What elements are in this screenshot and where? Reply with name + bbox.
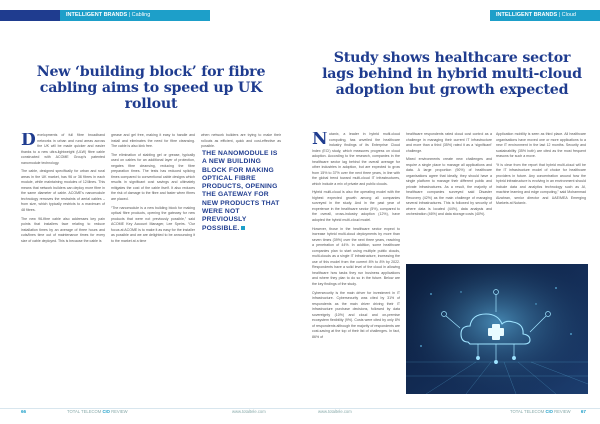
page-number: 67 (580, 409, 586, 414)
article-column-2 (406, 132, 492, 260)
drop-cap: D (21, 133, 36, 150)
section-brand: INTELLIGENT BRANDS (66, 12, 128, 18)
section-brand: INTELLIGENT BRANDS (496, 12, 558, 18)
article-column-3 (496, 132, 586, 264)
article-column-1 (21, 133, 105, 283)
section-bar (0, 10, 210, 21)
publication-prefix: TOTAL TELECOM (510, 409, 546, 414)
paragraph (21, 133, 105, 166)
paragraph-text: utanix, a leader in hybrid multi-cloud computing, has unveiled the healthcare industry findings of its Enterprise Cloud Index (ECI) study, which measures progress on cloud adoption. According to the research, companies in the healthcare sector lag behind the overall average for other industries in adoption, but are expected to grow from 15% to 37% over the next three years, in line with the global trend toward multi-cloud IT infrastructures, which include a mix of private and public clouds. (312, 132, 400, 186)
paragraph-text: evelopments of full fibre broadband networks in urban and rural areas across the UK will be made quicker and easier thanks to a new ultra-lightweight (ULW) fibre cable constructed with ACOME Group’s patented nanomodule technology. (21, 133, 105, 165)
paragraph: Application mobility is seen as third place. All healthcare organisations have moved one or more applications to a new IT environment in the last 12 months. Security and sustainability (35% both) are cited as the most frequent reasons for such a move. (496, 132, 586, 158)
section-topic: Cloud (561, 12, 576, 18)
publication-brand: CIO (102, 409, 110, 414)
medical-cloud-network-icon (406, 264, 588, 394)
section-label (490, 10, 600, 21)
website-link[interactable]: www.totaltele.com (232, 409, 266, 414)
paragraph: grease and gel free, making it easy to handle and install and eliminates the need for fibre cleansing. The cable is also kink free. (111, 133, 195, 148)
section-label (60, 10, 210, 21)
publication-name (510, 408, 571, 416)
page-footer (0, 408, 300, 416)
article-column-3 (201, 133, 281, 149)
paragraph: healthcare respondents rated cloud cost control as a challenge in managing their current IT infrastructure and more than a third (35%) rated it as a ‘significant’ challenge. (406, 132, 492, 153)
page-number: 66 (21, 409, 27, 414)
paragraph: Mixed environments create new challenges and require a single place to manage all applications and data. A large proportion (90%) of healthcare organisations agree that ideally, they should have a single platform to manage their different public and private infrastructures. As a result, the majority of healthcare companies surveyed said Disaster Recovery (42%) as the main challenge of managing several infrastructures. This is followed by security of where data is located (44%), data analysis and orchestration (46%) and data storage costs (40%). (406, 157, 492, 217)
paragraph: Cybersecurity is the main driver for investment in IT infrastructure. Cybersecurity was cited by 31% of respondents as the main driver driving their IT infrastructure purchase decisions, followed by data sovereignty (10%) and cloud and on-premise ecosystem flexibility (9%). Costs were cited by only 8% of respondents although the majority of respondents are cost-saving at the top of their list of challenges. In fact, 86% of (312, 290, 400, 339)
article-headline: New ‘building block’ for fibre cabling aims to speed up UK rollout (36, 64, 266, 112)
paragraph: The new 96-fibre cable also addresses key pain points that installers face relating to reduce installation times by an average of three hours and cuts/lines time out of maintenance times for every size of cable deployed. This is because the cable is (21, 216, 105, 243)
article-column-2 (111, 133, 195, 313)
right-page (300, 0, 600, 424)
section-bar-accent (0, 10, 60, 21)
publication-prefix: TOTAL TELECOM (67, 409, 103, 414)
drop-cap: N (312, 132, 328, 149)
page-footer (300, 408, 600, 416)
publication-name (67, 408, 128, 416)
end-mark-icon (241, 226, 245, 230)
publication-suffix: REVIEW (552, 409, 571, 414)
paragraph: “The nanomodule is a new building block for making optical fibre products, opening the gateway for new products that were not previously possible,” said ACOME Key Account Manager, Lee Speirs. “Our focus at ACOME is to make it as easy for the installer as possible and we are delighted to be announcing it to the market at a time (111, 205, 195, 243)
paragraph: The elimination of stabling gel or grease, typically used on cables for an additional layer of protection, negates fibre cleansing, reducing the fibre preparation times. The tests has reduced splicing times compared to conventional cable designs which results in significant cost savings and ultimately mitigates the cost of the cable itself. It also reduces the risk of damage to the fibre and faster when fibres are placed. (111, 152, 195, 201)
pull-quote (202, 150, 282, 233)
section-separator: | (127, 12, 132, 18)
paragraph: “It is clear from the report that hybrid multi-cloud will be the IT infrastructure model of choice for healthcare providers in future. Any concentration around how the hybrid infrastructure is evolving in an environment should include data and analytics technology such as AI, machine learning and edge computing,” said Mohammad Alzahran, senior director and UAE/MEA Emerging Markets at Nutanix. (496, 162, 586, 206)
section-topic: Cabling (131, 12, 151, 18)
paragraph: However, those in the healthcare sector expect to increase hybrid multi-cloud deployments by more than seven times (39%) over the next three years, reaching a penetration of 44%. In addition, some healthcare companies plan to start using multiple public clouds, multi-clouds as a single IT infrastructure, increasing the use of this model from the current 8% to 8% by 2022. Respondents have a solid level of the cloud in allowing healthcare how tasks they run business applications and where they plan to do so in the future. Below are the key findings of the study. (312, 226, 400, 286)
publication-suffix: REVIEW (109, 409, 128, 414)
section-bar (490, 10, 600, 21)
section-separator: | (557, 12, 562, 18)
paragraph: Hybrid multi-cloud is also the operating model with the highest expected growth among all companies surveyed in the study. And in the past year of experience in the healthcare sector (5%), compared to the overall, cross-industry adoption (12%), have adopted the hybrid multi-cloud model. (312, 190, 400, 222)
paragraph: The cable, designed specifically for urban and rural areas in the UK market, has 96 or 36 fibres in each module, while maintaining modules of 124lines. This means that network builders can deploy more fibre in the same diameter of cable. ACOME’s nanomodule technology removes the restraints of aerial cables – from size, which typically restricts to a maximum of 48 fibres. (21, 169, 105, 212)
publication-brand: CIO (545, 409, 553, 414)
pull-quote-text: THE NANOMODULE IS A NEW BUILDING BLOCK FOR MAKING OPTICAL FIBRE PRODUCTS, OPENING THE GATEWAY FOR NEW PRODUCTS THAT WERE NOT PREVIOUSLY POSSIBLE. (202, 150, 280, 232)
website-link[interactable]: www.totaltele.com (318, 409, 352, 414)
paragraph: when network builders are trying to make their rollouts as efficient, quick and cost-effective as possible. (201, 133, 281, 148)
paragraph (312, 132, 400, 187)
medical-cloud-network-image (406, 264, 588, 394)
article-column-1 (312, 132, 400, 395)
article-headline: Study shows healthcare sector lags behind in hybrid multi-cloud adoption but growth expected (322, 50, 582, 98)
